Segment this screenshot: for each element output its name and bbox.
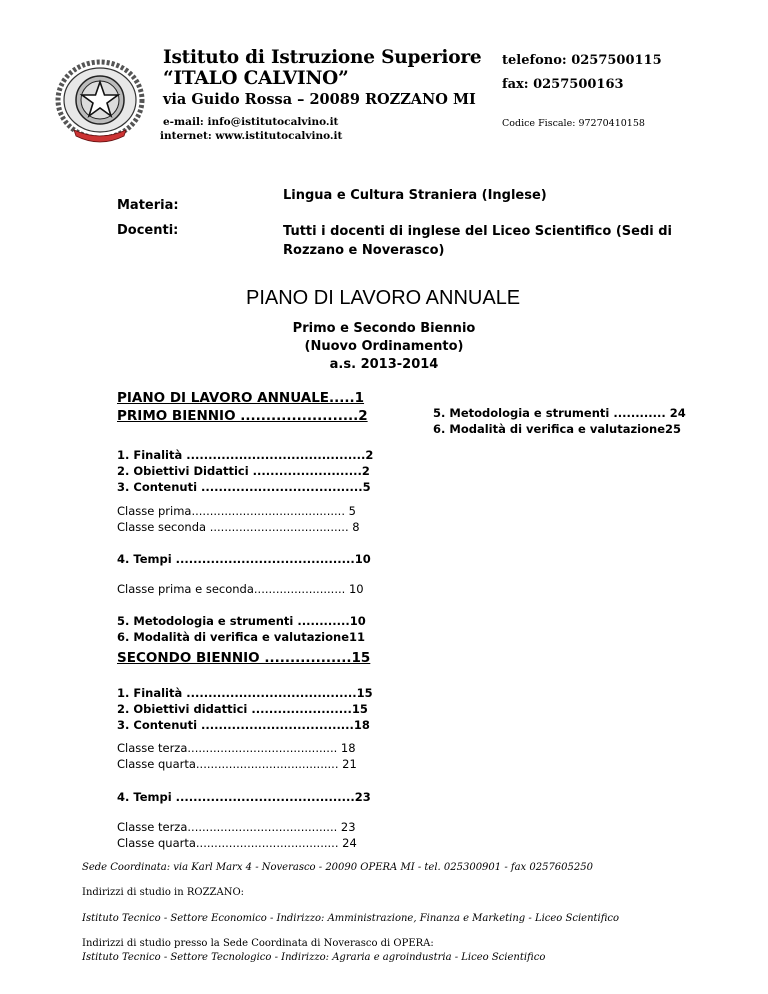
subtitle [184,320,584,374]
toc-pb-metodo [117,613,366,645]
toc-entry[interactable]: 5. Metodologia e strumenti ............10 [117,614,366,628]
toc-entry[interactable]: Classe quarta....................................... 24 [117,836,357,850]
toc-entry[interactable]: Classe quarta....................................... 21 [117,757,357,771]
fiscal-code: Codice Fiscale: 97270410158 [502,118,645,129]
school-name-line2: “ITALO CALVINO” [163,68,349,89]
toc-heading-primo-biennio[interactable]: PRIMO BIENNIO .......................2 [117,408,368,424]
materia-label: Materia: [117,198,179,213]
toc-entry[interactable]: 1. Finalità .........................................2 [117,448,374,462]
toc-entry[interactable]: Classe prima e seconda......................... 10 [117,582,364,596]
toc-entry[interactable]: Classe terza......................................... 18 [117,741,356,755]
toc-entry[interactable]: 6. Modalità di verifica e valutazione25 [433,422,682,436]
toc-entry[interactable]: Classe seconda ...................................... 8 [117,520,360,534]
footer-rozzano-label: Indirizzi di studio in ROZZANO: [82,887,245,898]
docenti-value: Tutti i docenti di inglese del Liceo Scientifico (Sedi di Rozzano e Noverasco) [283,224,673,258]
toc-entry[interactable]: Classe prima.......................................... 5 [117,504,356,518]
toc-heading-piano[interactable]: PIANO DI LAVORO ANNUALE.....1 [117,390,365,406]
school-email[interactable]: e-mail: info@istitutocalvino.it [163,116,339,128]
footer-sede: Sede Coordinata: via Karl Marx 4 - Noverasco - 20090 OPERA MI - tel. 025300901 - fax 0257605250 [82,862,593,873]
toc-entry[interactable]: 2. Obiettivi Didattici .........................2 [117,464,370,478]
docenti-label: Docenti: [117,223,179,238]
subtitle-line1: Primo e Secondo Biennio [292,321,476,336]
toc-sb-classi [117,740,357,772]
school-fax: fax: 0257500163 [502,77,624,92]
footer-opera: Istituto Tecnico - Settore Tecnologico - Indirizzo: Agraria e agroindustria - Liceo Scientifico [82,952,546,963]
subtitle-line2: (Nuovo Ordinamento) [304,339,464,354]
toc-entry[interactable]: 2. Obiettivi didattici .......................15 [117,702,368,716]
toc-entry[interactable]: 4. Tempi .........................................10 [117,552,371,566]
page-title: PIANO DI LAVORO ANNUALE [246,287,521,309]
school-phone: telefono: 0257500115 [502,53,662,68]
school-website[interactable]: internet: www.istitutocalvino.it [160,130,343,142]
footer-rozzano: Istituto Tecnico - Settore Economico - Indirizzo: Amministrazione, Finanza e Marketing - Liceo Scientifico [82,913,620,924]
toc-entry[interactable]: 5. Metodologia e strumenti ............ 24 [433,406,686,420]
toc-entry[interactable]: 3. Contenuti .....................................5 [117,480,371,494]
materia-value: Lingua e Cultura Straniera (Inglese) [283,188,547,203]
republic-emblem-icon [52,56,148,148]
footer-opera-label: Indirizzi di studio presso la Sede Coordinata di Noverasco di OPERA: [82,938,434,949]
toc-sb-tempi-classi [117,819,357,851]
toc-pb-classi [117,503,360,535]
subtitle-line3: a.s. 2013-2014 [329,357,439,372]
toc-entry[interactable]: 6. Modalità di verifica e valutazione11 [117,630,366,644]
toc-entry[interactable]: 4. Tempi .........................................23 [117,790,371,804]
school-name-line1: Istituto di Istruzione Superiore [163,47,482,68]
school-address: via Guido Rossa – 20089 ROZZANO MI [163,91,476,108]
toc-pb-list [117,447,373,495]
toc-right-list [433,405,686,437]
toc-entry[interactable]: Classe terza......................................... 23 [117,820,356,834]
toc-entry[interactable]: 3. Contenuti ...................................18 [117,718,370,732]
toc-heading-secondo-biennio[interactable]: SECONDO BIENNIO .................15 [117,650,371,666]
toc-entry[interactable]: 1. Finalità .......................................15 [117,686,373,700]
toc-sb-list [117,685,373,733]
